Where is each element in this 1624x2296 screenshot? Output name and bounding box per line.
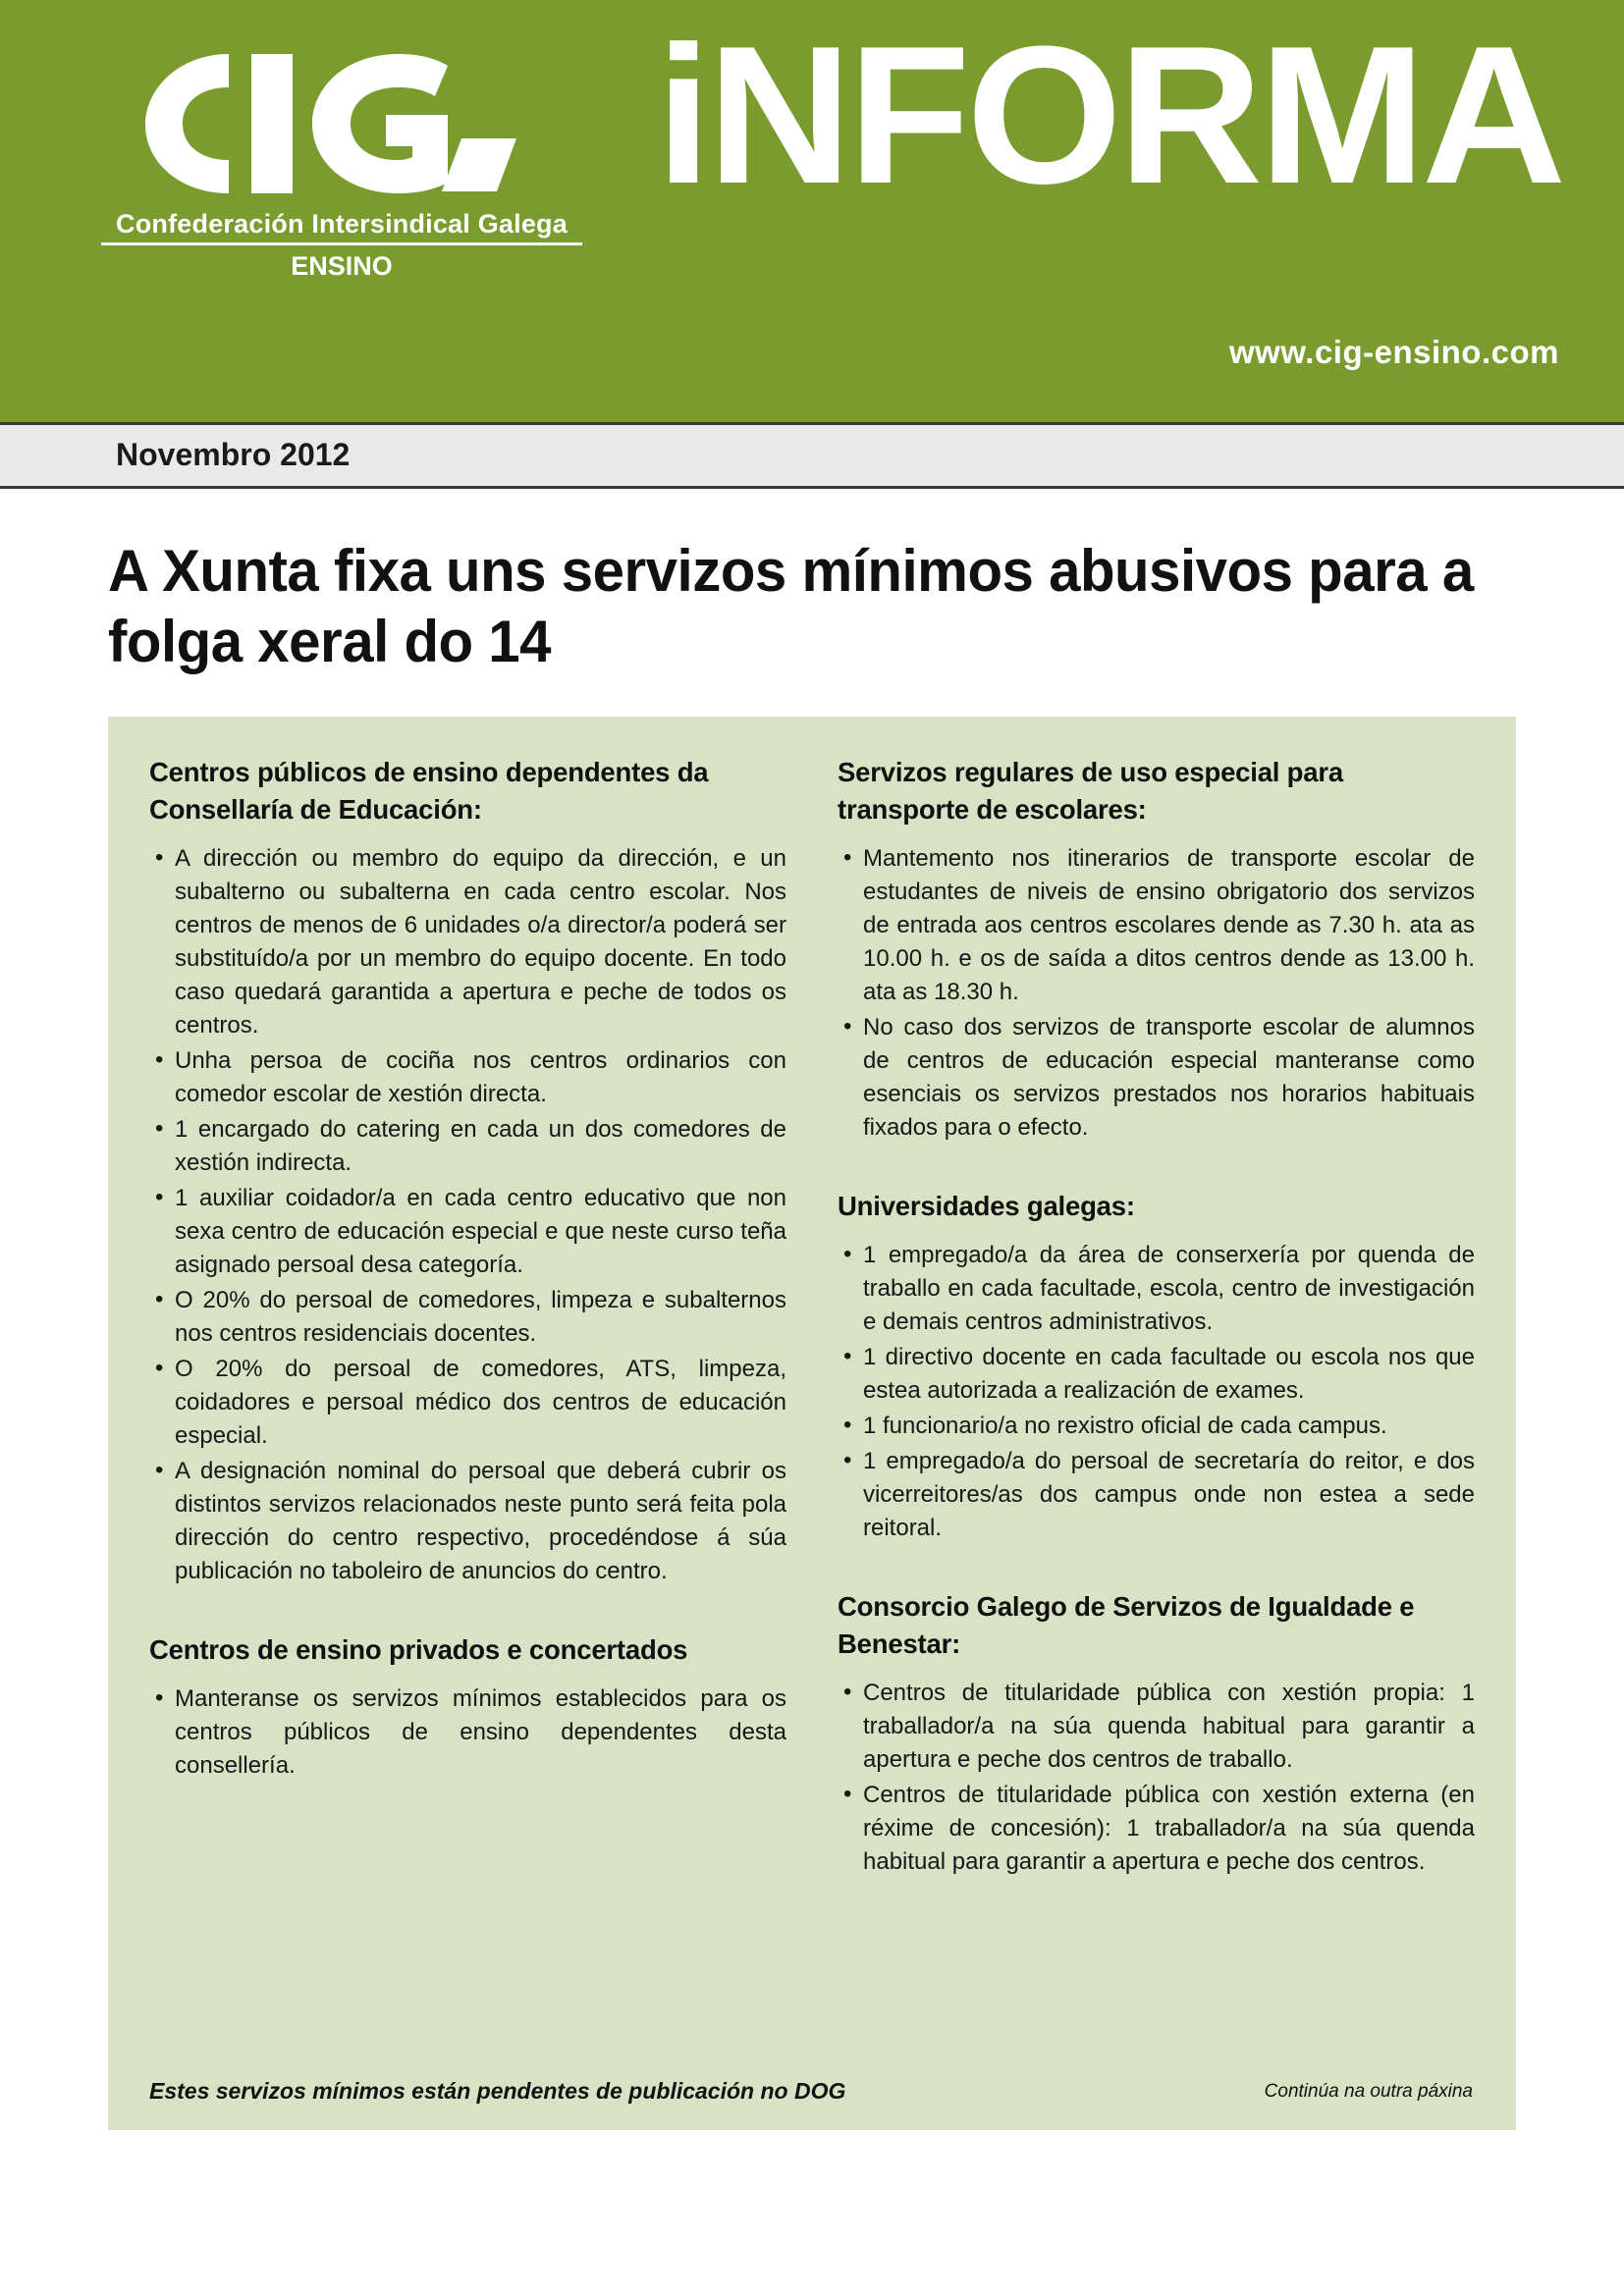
org-section: ENSINO <box>291 251 393 281</box>
list-item: • 1 funcionario/a no rexistro oficial de cada campus. <box>838 1410 1475 1443</box>
page-title: A Xunta fixa uns servizos mínimos abusivos para a folga xeral do 14 <box>108 538 1474 674</box>
section-title-transporte: Servizos regulares de uso especial para transporte de escolares: <box>838 757 1343 825</box>
list-item: • O 20% do persoal de comedores, limpeza e subalternos nos centros residenciais docentes. <box>149 1284 786 1351</box>
list-item: • 1 encargado do catering en cada un dos comedores de xestión indirecta. <box>149 1113 786 1180</box>
left-column <box>149 754 786 1881</box>
list-item: • 1 auxiliar coidador/a en cada centro educativo que non sexa centro de educación especial e que neste curso teña asignado persoal desa categoría. <box>149 1182 786 1282</box>
masthead-banner <box>0 0 1624 422</box>
section-title-consorcio: Consorcio Galego de Servizos de Igualdade e Benestar: <box>838 1591 1415 1659</box>
list-consorcio <box>838 1677 1475 1879</box>
org-name: Confederación Intersindical Galega <box>101 209 582 245</box>
list-item: • A dirección ou membro do equipo da dirección, e un subalterno ou subalterna en cada centro escolar. Nos centros de menos de 6 unidades o/a director/a poderá ser substituído/a por un membro do equipo docente. En todo caso quedará garantida a apertura e peche de todos os centros. <box>149 842 786 1042</box>
cig-logo-icon <box>135 44 548 201</box>
list-item: • Manteranse os servizos mínimos establecidos para os centros públicos de ensino dependentes desta consellería. <box>149 1682 786 1783</box>
list-item: • No caso dos servizos de transporte escolar de alumnos de centros de educación especial manteranse como esenciais os servizos prestados nos horarios habituais fixados para o efecto. <box>838 1011 1475 1145</box>
cig-logo <box>116 44 568 282</box>
website-url[interactable]: www.cig-ensino.com <box>1229 334 1559 370</box>
list-centros-publicos <box>149 842 786 1588</box>
list-centros-privados <box>149 1682 786 1783</box>
list-item: • 1 empregado/a da área de conserxería por quenda de traballo en cada facultade, escola, centro de investigación e demais centros administrativos. <box>838 1239 1475 1339</box>
footer-note: Estes servizos mínimos están pendentes de publicación no DOG <box>149 2078 846 2104</box>
page-body <box>0 536 1624 2130</box>
section-title-centros-privados: Centros de ensino privados e concertados <box>149 1634 688 1665</box>
section-title-universidades: Universidades galegas: <box>838 1191 1135 1221</box>
list-item: • Centros de titularidade pública con xestión propia: 1 traballador/a na súa quenda habitual para garantir a apertura e peche dos centros de traballo. <box>838 1677 1475 1777</box>
list-item: • Mantemento nos itinerarios de transporte escolar de estudantes de niveis de ensino obrigatorio dos servizos de entrada aos centros escolares dende as 7.30 h. ata as 10.00 h. e os de saída a ditos centros dende as 13.00 h. ata as 18.30 h. <box>838 842 1475 1009</box>
list-item: • 1 empregado/a do persoal de secretaría do reitor, e dos vicerreitores/as dos campus onde non estea a sede reitoral. <box>838 1445 1475 1545</box>
list-universidades <box>838 1239 1475 1545</box>
list-item: • Unha persoa de cociña nos centros ordinarios con comedor escolar de xestión directa. <box>149 1044 786 1111</box>
date-bar <box>0 422 1624 489</box>
list-item: • A designación nominal do persoal que deberá cubrir os distintos servizos relacionados neste punto será feita pola dirección do centro respectivo, procedéndose á súa publicación no taboleiro de anuncios do centro. <box>149 1455 786 1588</box>
continue-note: Continúa na outra páxina <box>1264 2081 1473 2102</box>
right-column <box>838 754 1475 1881</box>
list-transporte <box>838 842 1475 1145</box>
section-title-centros-publicos: Centros públicos de ensino dependentes da Consellaría de Educación: <box>149 757 709 825</box>
list-item: • 1 directivo docente en cada facultade ou escola nos que estea autorizada a realización de exames. <box>838 1341 1475 1408</box>
content-box <box>108 717 1516 2130</box>
publication-title: iNFORMA <box>655 6 1562 225</box>
list-item: • O 20% do persoal de comedores, ATS, limpeza, coidadores e persoal médico dos centros de educación especial. <box>149 1353 786 1453</box>
list-item: • Centros de titularidade pública con xestión externa (en réxime de concesión): 1 traballador/a na súa quenda habitual para garantir a apertura e peche dos centros. <box>838 1779 1475 1879</box>
issue-date: Novembro 2012 <box>116 437 351 472</box>
